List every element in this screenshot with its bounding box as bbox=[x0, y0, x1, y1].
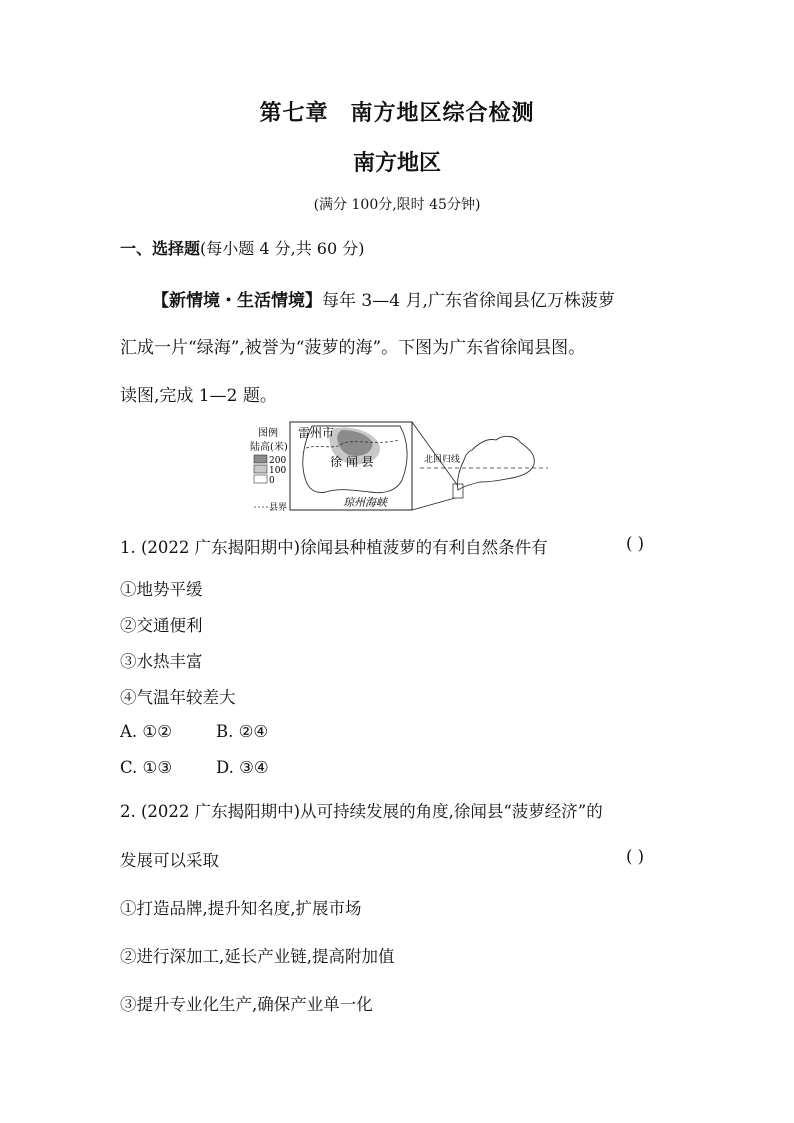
legend-subtitle: 陆高(米) bbox=[250, 442, 288, 453]
section-title: 一、选择题 bbox=[120, 239, 201, 258]
question-1-stem: 1. (2022 广东揭阳期中)徐闻县种植菠萝的有利自然条件有 bbox=[120, 538, 548, 557]
intro-line-1 bbox=[152, 286, 615, 311]
legend-level-200: 200 bbox=[269, 456, 287, 466]
question-2-answer-blank[interactable]: ( ) bbox=[626, 847, 645, 866]
legend-swatch-low bbox=[254, 475, 267, 483]
question-2-stem-line-2: 发展可以采取 bbox=[120, 851, 219, 870]
connector-line-bottom bbox=[412, 498, 455, 510]
q1-statement-4: ④气温年较差大 bbox=[120, 688, 236, 707]
strait-label: 琼州海峡 bbox=[343, 496, 387, 509]
intro-line-3: 读图,完成 1—2 题。 bbox=[120, 386, 277, 406]
county-label: 徐 闻 县 bbox=[330, 455, 374, 469]
q2-statement-3: ③提升专业化生产,确保产业单一化 bbox=[120, 995, 373, 1014]
intro-line-2: 汇成一片“绿海”,被誉为“菠萝的海”。下图为广东省徐闻县图。 bbox=[120, 338, 586, 358]
legend-swatch-high bbox=[254, 455, 267, 463]
legend-level-100: 100 bbox=[269, 466, 287, 476]
chapter-name: 南方地区综合检测 bbox=[350, 100, 535, 126]
tropic-label: 北回归线 bbox=[424, 455, 461, 465]
intro-text-1: 每年 3—4 月,广东省徐闻县亿万株菠萝 bbox=[322, 291, 615, 311]
guangdong-outline bbox=[457, 436, 534, 490]
xuwen-county-map bbox=[250, 420, 550, 516]
legend-title: 图例 bbox=[258, 428, 278, 439]
legend-swatch-mid bbox=[254, 465, 267, 473]
chapter-title bbox=[0, 96, 794, 127]
section-heading bbox=[120, 236, 364, 259]
intro-tag: 【新情境・生活情境】 bbox=[152, 291, 322, 311]
connector-line-top bbox=[412, 422, 461, 486]
q1-choice-a[interactable]: A. ①② bbox=[120, 722, 172, 741]
section-note: (每小题 4 分,共 60 分) bbox=[200, 239, 365, 258]
q1-choice-d[interactable]: D. ③④ bbox=[216, 758, 269, 777]
q1-choice-c[interactable]: C. ①③ bbox=[120, 758, 173, 777]
q1-statement-1: ①地势平缓 bbox=[120, 580, 203, 599]
score-time-limit: (满分 100分,限时 45分钟) bbox=[313, 197, 481, 213]
q1-statement-2: ②交通便利 bbox=[120, 616, 203, 635]
question-1-answer-blank[interactable]: ( ) bbox=[626, 534, 645, 553]
q2-statement-1: ①打造品牌,提升知名度,扩展市场 bbox=[120, 899, 362, 918]
q1-statement-3: ③水热丰富 bbox=[120, 652, 203, 671]
q1-choice-b[interactable]: B. ②④ bbox=[216, 722, 269, 741]
question-2-stem-line-1: 2. (2022 广东揭阳期中)从可持续发展的角度,徐闻县“菠萝经济”的 bbox=[120, 802, 603, 821]
chapter-number: 第七章 bbox=[259, 100, 329, 126]
city-label: 雷州市 bbox=[298, 426, 335, 440]
q2-statement-2: ②进行深加工,延长产业链,提高附加值 bbox=[120, 947, 395, 966]
legend-level-0: 0 bbox=[269, 476, 275, 486]
page-subtitle: 南方地区 bbox=[352, 150, 441, 176]
legend-boundary-label: 县界 bbox=[269, 503, 288, 513]
